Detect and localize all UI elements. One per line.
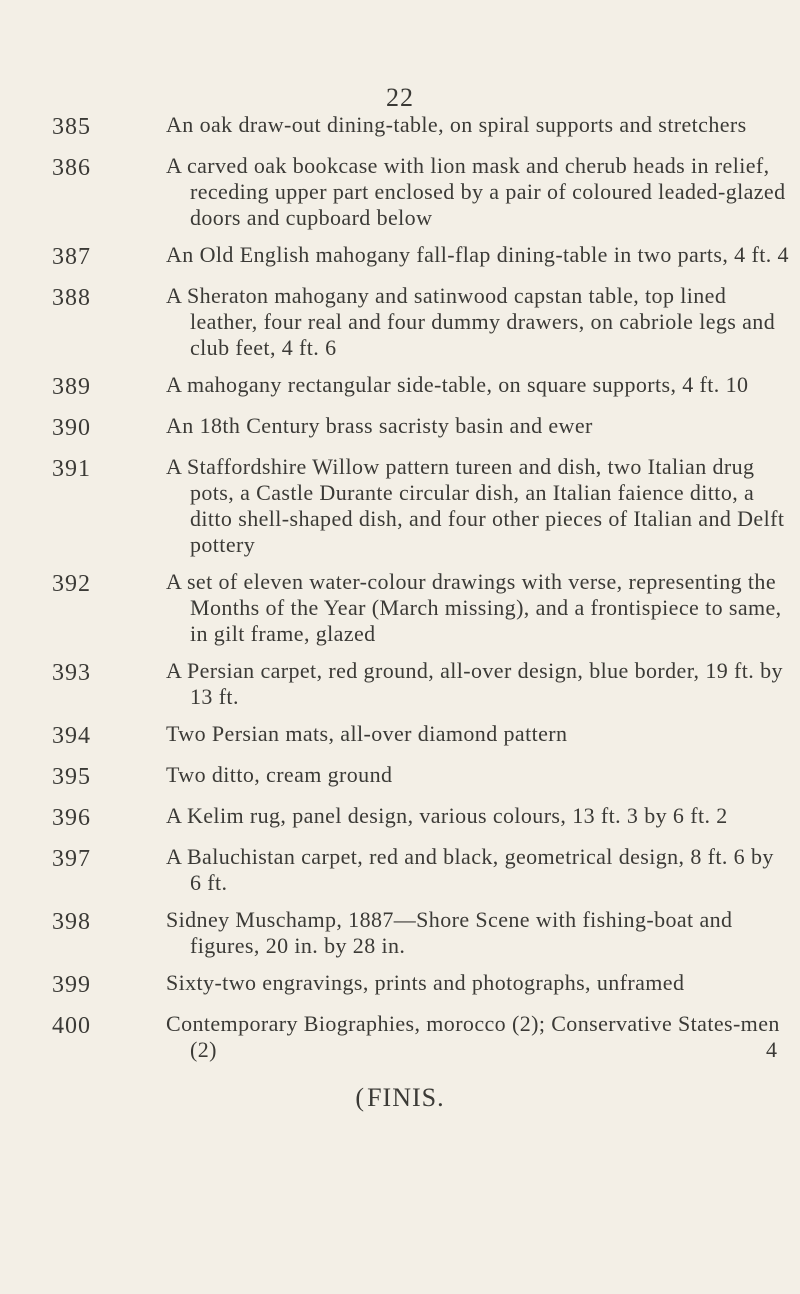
lot-number: 400 (52, 1013, 91, 1039)
lot-entry (0, 283, 800, 361)
lot-description-text: Two Persian mats, all-over diamond pattern (166, 721, 568, 746)
lot-description: Contemporary Biographies, morocco (2); Conservative States-men (2) 4 (166, 1011, 780, 1062)
lot-description-text: Contemporary Biographies, morocco (2); Conservative States-men (2) (166, 1011, 780, 1062)
lot-number: 389 (52, 374, 91, 400)
lot-entry (0, 413, 800, 443)
lot-description-text: A Kelim rug, panel design, various colours, 13 ft. 3 by 6 ft. 2 (166, 803, 728, 828)
lot-number: 399 (52, 972, 91, 998)
lot-entry (0, 844, 800, 896)
lot-entry (0, 1011, 800, 1063)
finis-text: FINIS. (367, 1083, 445, 1112)
lot-number: 398 (52, 909, 91, 935)
lot-entry (0, 454, 800, 558)
lot-entry (0, 658, 800, 710)
lot-entry (0, 907, 800, 959)
lot-entry (0, 242, 800, 272)
lot-description (166, 803, 790, 829)
lot-list (0, 112, 800, 1074)
lot-description-text: A Persian carpet, red ground, all-over design, blue border, 19 ft. by 13 ft. (166, 658, 783, 709)
lot-number: 387 (52, 244, 91, 270)
lot-entry (0, 153, 800, 231)
lot-description-text: A Baluchistan carpet, red and black, geometrical design, 8 ft. 6 by 6 ft. (166, 844, 774, 895)
lot-description (166, 413, 790, 439)
lot-entry (0, 569, 800, 647)
lot-entry (0, 721, 800, 751)
lot-description-text: An 18th Century brass sacristy basin and ewer (166, 413, 593, 438)
lot-number: 386 (52, 155, 91, 181)
lot-number: 393 (52, 660, 91, 686)
lot-description (166, 112, 790, 138)
lot-description-text: A Staffordshire Willow pattern tureen and dish, two Italian drug pots, a Castle Durante circular dish, an Italian faience ditto, a ditto shell-shaped dish, and four other pieces of Italian and Delft pottery (166, 454, 785, 557)
lot-description-text: A mahogany rectangular side-table, on square supports, 4 ft. 10 (166, 372, 749, 397)
lot-number: 385 (52, 114, 91, 140)
lot-description (166, 970, 790, 996)
lot-number: 394 (52, 723, 91, 749)
finis-prefix: ( (355, 1083, 366, 1112)
lot-entry (0, 803, 800, 833)
lot-description (166, 153, 790, 231)
lot-description (166, 762, 790, 788)
lot-description (166, 569, 790, 647)
finis-footer (0, 1083, 800, 1113)
lot-description (166, 372, 790, 398)
lot-description-text: Sixty-two engravings, prints and photographs, unframed (166, 970, 685, 995)
lot-number: 397 (52, 846, 91, 872)
lot-description-text: An Old English mahogany fall-flap dining-table in two parts, 4 ft. 4 (166, 242, 789, 267)
lot-description (166, 844, 790, 896)
lot-description (166, 242, 790, 268)
lot-entry (0, 762, 800, 792)
lot-description-text: A Sheraton mahogany and satinwood capstan table, top lined leather, four real and four dummy drawers, on cabriole legs and club feet, 4 ft. 6 (166, 283, 776, 360)
lot-number: 396 (52, 805, 91, 831)
lot-description-text: Two ditto, cream ground (166, 762, 393, 787)
lot-entry (0, 372, 800, 402)
lot-description-text: A carved oak bookcase with lion mask and cherub heads in relief, receding upper part enclosed by a pair of coloured leaded-glazed doors and cupboard below (166, 153, 786, 230)
lot-entry (0, 970, 800, 1000)
lot-number: 395 (52, 764, 91, 790)
lot-number: 391 (52, 456, 91, 482)
lot-description (166, 721, 790, 747)
lot-description-text: Sidney Muschamp, 1887—Shore Scene with fishing-boat and figures, 20 in. by 28 in. (166, 907, 733, 958)
lot-number: 388 (52, 285, 91, 311)
lot-description (166, 658, 790, 710)
lot-description-text: A set of eleven water-colour drawings with verse, representing the Months of the Year (March missing), and a frontispiece to same, in gilt frame, glazed (166, 569, 782, 646)
lot-entry (0, 112, 800, 142)
lot-description-text: An oak draw-out dining-table, on spiral supports and stretchers (166, 112, 747, 137)
lot-number: 392 (52, 571, 91, 597)
lot-number: 390 (52, 415, 91, 441)
lot-description (166, 454, 790, 558)
lot-description (166, 283, 790, 361)
page-number: 22 (386, 83, 414, 112)
lot-description (166, 907, 790, 959)
